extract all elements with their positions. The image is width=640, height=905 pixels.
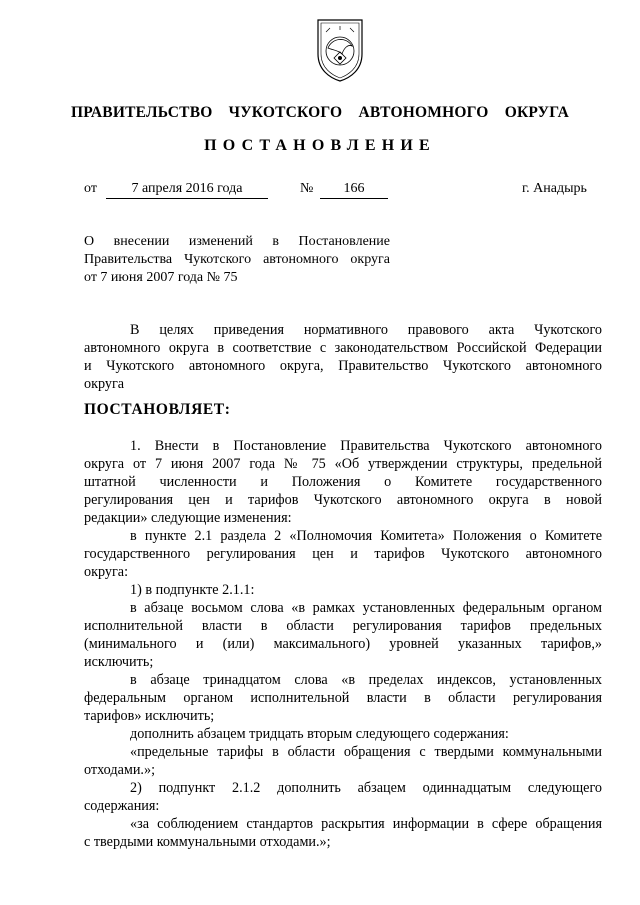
body-line: редакции» следующие изменения: [84,510,292,526]
body-text [84,437,602,851]
preamble-line: и Чукотского автономного округа, Правительство Чукотского автономного [84,358,602,374]
body-line: 1) в подпункте 2.1.1: [130,582,255,598]
body-line: содержания: [84,798,160,814]
city: г. Анадырь [522,181,587,196]
decree-word: ПОСТАНОВЛЯЕТ: [84,401,231,418]
body-line: исключить; [84,654,154,670]
preamble-line: В целях приведения нормативного правового акта Чукотского [130,322,602,338]
subject-line: О внесении изменений в Постановление [84,234,390,249]
body-line: государственного регулирования цен и тарифов Чукотского автономного [84,546,602,562]
body-line: тарифов» исключить; [84,708,215,724]
coat-of-arms-icon [316,18,364,82]
body-line: «за соблюдением стандартов раскрытия информации в сфере обращения [130,816,602,832]
body-line: в абзаце тринадцатом слова «в пределах индексов, установленных [130,672,602,688]
body-line: в абзаце восьмом слова «в рамках установленных федеральным органом [130,600,602,616]
date-prefix: от [84,181,97,196]
subject-line: от 7 июня 2007 года № 75 [84,270,238,285]
body-line: округа от 7 июня 2007 года № 75 «Об утверждении структуры, предельной [84,456,602,472]
body-line: с твердыми коммунальными отходами.»; [84,834,331,850]
preamble-line: автономного округа в соответствие с законодательством Российской Федерации [84,340,602,356]
document-type: ПОСТАНОВЛЕНИЕ [204,137,436,154]
body-line: (минимального и (или) максимального) уровней указанных тарифов,» [84,636,602,652]
preamble-line: округа [84,376,125,392]
body-line: штатной численности и Положения о Комитете государственного [84,474,602,490]
body-line: отходами.»; [84,762,156,778]
preamble [84,321,602,393]
body-line: дополнить абзацем тридцать вторым следующего содержания: [130,726,509,742]
body-line: в пункте 2.1 раздела 2 «Полномочия Комитета» Положения о Комитете [130,528,602,544]
document-date: 7 апреля 2016 года [106,180,268,199]
body-line: регулирования цен и тарифов Чукотского автономного округа в новой [84,492,602,508]
body-line: 1. Внести в Постановление Правительства Чукотского автономного [130,438,602,454]
subject-line: Правительства Чукотского автономного округа [84,252,390,267]
document-number: 166 [320,180,388,199]
body-line: 2) подпункт 2.1.2 дополнить абзацем одиннадцатым следующего [130,780,602,796]
body-line: округа: [84,564,129,580]
body-line: исполнительной власти в области регулирования тарифов предельных [84,618,602,634]
organization-title: ПРАВИТЕЛЬСТВО ЧУКОТСКОГО АВТОНОМНОГО ОКРУГА [70,104,570,121]
body-line: федеральным органом исполнительной власти в области регулирования [84,690,602,706]
number-sign: № [300,181,314,196]
document-subject [84,233,390,287]
body-line: «предельные тарифы в области обращения с твердыми коммунальными [130,744,602,760]
